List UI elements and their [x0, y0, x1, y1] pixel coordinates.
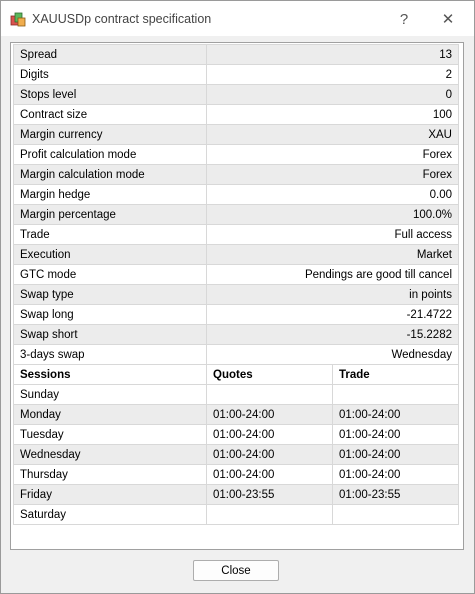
- session-quotes: 01:00-24:00: [207, 425, 333, 445]
- spec-row: [14, 205, 459, 225]
- spec-label: Stops level: [14, 85, 207, 105]
- session-quotes: 01:00-23:55: [207, 485, 333, 505]
- spec-value: in points: [207, 285, 459, 305]
- spec-value: Wednesday: [207, 345, 459, 365]
- session-day: Saturday: [14, 505, 207, 525]
- sessions-header-cell: Trade: [333, 365, 459, 385]
- session-row: [14, 445, 459, 465]
- spec-row: [14, 345, 459, 365]
- spec-label: Margin hedge: [14, 185, 207, 205]
- spec-row: [14, 265, 459, 285]
- spec-value: Full access: [207, 225, 459, 245]
- sessions-header-cell: Sessions: [14, 365, 207, 385]
- session-quotes: [207, 385, 333, 405]
- spec-value: -15.2282: [207, 325, 459, 345]
- spec-label: Swap long: [14, 305, 207, 325]
- spec-label: 3-days swap: [14, 345, 207, 365]
- help-icon: ?: [399, 10, 409, 28]
- session-row: [14, 385, 459, 405]
- session-quotes: 01:00-24:00: [207, 445, 333, 465]
- spec-label: Margin currency: [14, 125, 207, 145]
- spec-label: Trade: [14, 225, 207, 245]
- spec-value: 0.00: [207, 185, 459, 205]
- session-quotes: [207, 505, 333, 525]
- session-quotes: 01:00-24:00: [207, 465, 333, 485]
- session-quotes: 01:00-24:00: [207, 405, 333, 425]
- session-day: Thursday: [14, 465, 207, 485]
- spec-value: 2: [207, 65, 459, 85]
- session-day: Sunday: [14, 385, 207, 405]
- spec-row: [14, 285, 459, 305]
- help-button[interactable]: [389, 7, 419, 31]
- close-button[interactable]: Close: [193, 560, 279, 581]
- spec-value: Forex: [207, 145, 459, 165]
- title-bar[interactable]: [1, 1, 474, 36]
- session-day: Monday: [14, 405, 207, 425]
- spec-row: [14, 125, 459, 145]
- spec-label: Profit calculation mode: [14, 145, 207, 165]
- spec-label: Spread: [14, 45, 207, 65]
- spec-row: [14, 165, 459, 185]
- window-title: XAUUSDp contract specification: [32, 12, 212, 26]
- spec-label: Execution: [14, 245, 207, 265]
- sessions-header-row: [14, 365, 459, 385]
- spec-value: Pendings are good till cancel: [207, 265, 459, 285]
- spec-label: GTC mode: [14, 265, 207, 285]
- spec-label: Swap short: [14, 325, 207, 345]
- spec-row: [14, 45, 459, 65]
- session-trade: 01:00-24:00: [333, 405, 459, 425]
- spec-row: [14, 65, 459, 85]
- spec-row: [14, 225, 459, 245]
- session-row: [14, 405, 459, 425]
- session-trade: [333, 505, 459, 525]
- session-row: [14, 425, 459, 445]
- session-day: Tuesday: [14, 425, 207, 445]
- sessions-header-cell: Quotes: [207, 365, 333, 385]
- session-row: [14, 505, 459, 525]
- spec-row: [14, 305, 459, 325]
- spec-value: 100.0%: [207, 205, 459, 225]
- spec-value: Market: [207, 245, 459, 265]
- session-row: [14, 485, 459, 505]
- spec-row: [14, 145, 459, 165]
- session-day: Friday: [14, 485, 207, 505]
- spec-table: [13, 44, 459, 525]
- session-trade: 01:00-24:00: [333, 445, 459, 465]
- spec-value: Forex: [207, 165, 459, 185]
- spec-label: Digits: [14, 65, 207, 85]
- specification-panel[interactable]: [10, 42, 464, 550]
- spec-row: [14, 325, 459, 345]
- spec-label: Contract size: [14, 105, 207, 125]
- spec-row: [14, 185, 459, 205]
- session-trade: [333, 385, 459, 405]
- close-icon: ✕: [441, 11, 455, 28]
- spec-row: [14, 85, 459, 105]
- spec-label: Swap type: [14, 285, 207, 305]
- session-trade: 01:00-24:00: [333, 425, 459, 445]
- spec-value: XAU: [207, 125, 459, 145]
- spec-value: -21.4722: [207, 305, 459, 325]
- spec-label: Margin percentage: [14, 205, 207, 225]
- session-row: [14, 465, 459, 485]
- spec-label: Margin calculation mode: [14, 165, 207, 185]
- spec-row: [14, 245, 459, 265]
- app-icon: [10, 11, 26, 27]
- session-trade: 01:00-24:00: [333, 465, 459, 485]
- spec-value: 100: [207, 105, 459, 125]
- spec-value: 13: [207, 45, 459, 65]
- spec-value: 0: [207, 85, 459, 105]
- session-trade: 01:00-23:55: [333, 485, 459, 505]
- close-window-button[interactable]: [433, 7, 463, 31]
- spec-row: [14, 105, 459, 125]
- session-day: Wednesday: [14, 445, 207, 465]
